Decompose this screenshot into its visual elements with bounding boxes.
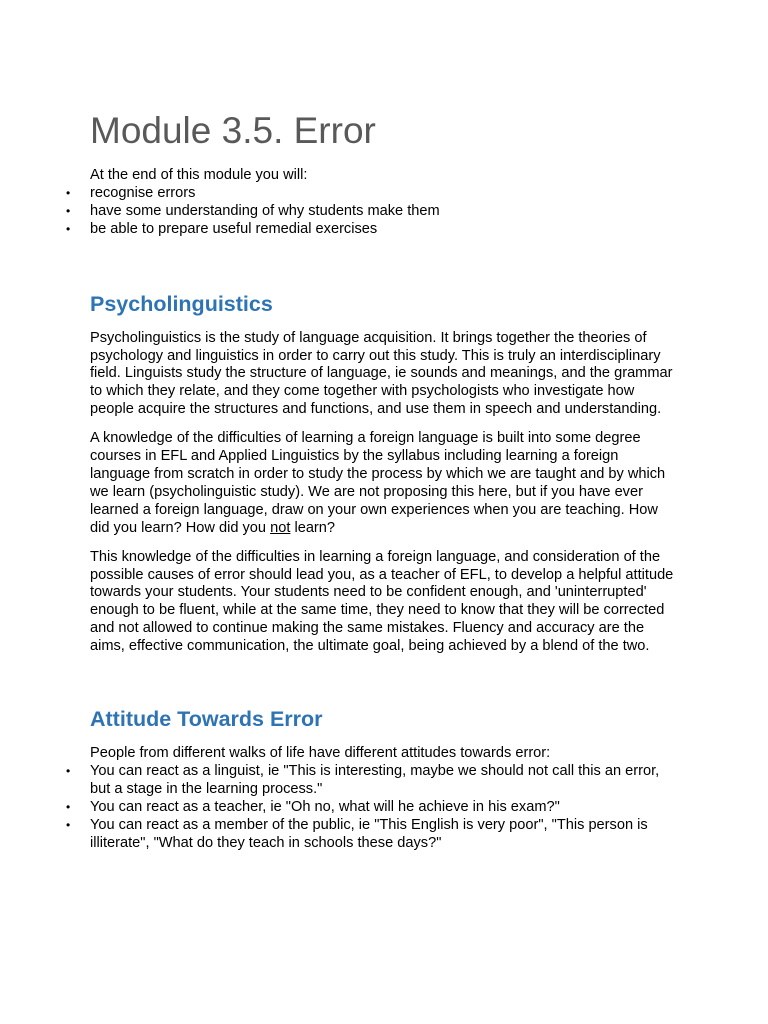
attitude-intro: People from different walks of life have different attitudes towards error: — [90, 745, 551, 762]
bullet-glyph: • — [66, 185, 71, 200]
attitude-list — [66, 762, 680, 853]
attitude-heading: Attitude Towards Error — [90, 707, 323, 732]
objective-item — [66, 220, 680, 239]
psycholinguistics-heading: Psycholinguistics — [90, 291, 273, 316]
bullet-glyph: • — [66, 799, 71, 814]
bullet-glyph: • — [66, 817, 71, 832]
document-content — [66, 108, 680, 852]
bullet-glyph: • — [66, 203, 71, 218]
attitude-item — [66, 798, 680, 817]
underlined-word: not — [270, 519, 291, 536]
objective-item — [66, 202, 680, 221]
attitude-text: You can react as a teacher, ie "Oh no, what will he achieve in his exam?" — [90, 798, 560, 815]
attitude-item — [66, 762, 680, 799]
module-intro: At the end of this module you will: — [90, 167, 308, 183]
objective-item — [66, 184, 680, 203]
paragraph-2-text-end: learn? — [290, 519, 336, 536]
attitude-text: You can react as a member of the public, ie "This English is very poor", "This person is illiterate", "What do they teach in schools these days?" — [90, 816, 648, 851]
objective-text: be able to prepare useful remedial exercises — [90, 220, 378, 237]
module-title: Module 3.5. Error — [90, 110, 376, 151]
paragraph-2-text-start: A knowledge of the difficulties of learning a foreign language is built into some degree courses in EFL and Applied Linguistics by the syllabus including learning a foreign language from scratch in order to study the process by which we are taught and by which we learn (psycholinguistic study). We are not proposing this here, but if you have ever learned a foreign language, draw on your own experiences when you are teaching. How did you learn? How did you — [90, 430, 666, 536]
objective-text: have some understanding of why students make them — [90, 202, 440, 219]
bullet-glyph: • — [66, 221, 71, 236]
bullet-glyph: • — [66, 763, 71, 778]
attitude-item — [66, 816, 680, 853]
attitude-text: You can react as a linguist, ie "This is interesting, maybe we should not call this an error, but a stage in the learning process." — [90, 762, 660, 797]
psycholinguistics-paragraph-1: Psycholinguistics is the study of language acquisition. It brings together the theories of psychology and linguistics in order to carry out this study. This is truly an interdisciplinary field. Linguists study the structure of language, ie sounds and meanings, and the grammar to which they relate, and they come together with psychologists who investigate how people acquire the structures and functions, and use them in speech and understanding. — [90, 329, 673, 418]
objectives-list — [66, 184, 680, 239]
psycholinguistics-paragraph-3: This knowledge of the difficulties in learning a foreign language, and consideration of the possible causes of error should lead you, as a teacher of EFL, to develop a helpful attitude towards your students. Your students need to be confident enough, and 'uninterrupted' enough to be fluent, while at the same time, they need to know that they will be corrected and not allowed to continue making the same mistakes. Fluency and accuracy are the aims, effective communication, the ultimate goal, being achieved by a blend of the two. — [90, 548, 674, 655]
psycholinguistics-paragraph-2 — [90, 430, 680, 537]
objective-text: recognise errors — [90, 184, 196, 201]
